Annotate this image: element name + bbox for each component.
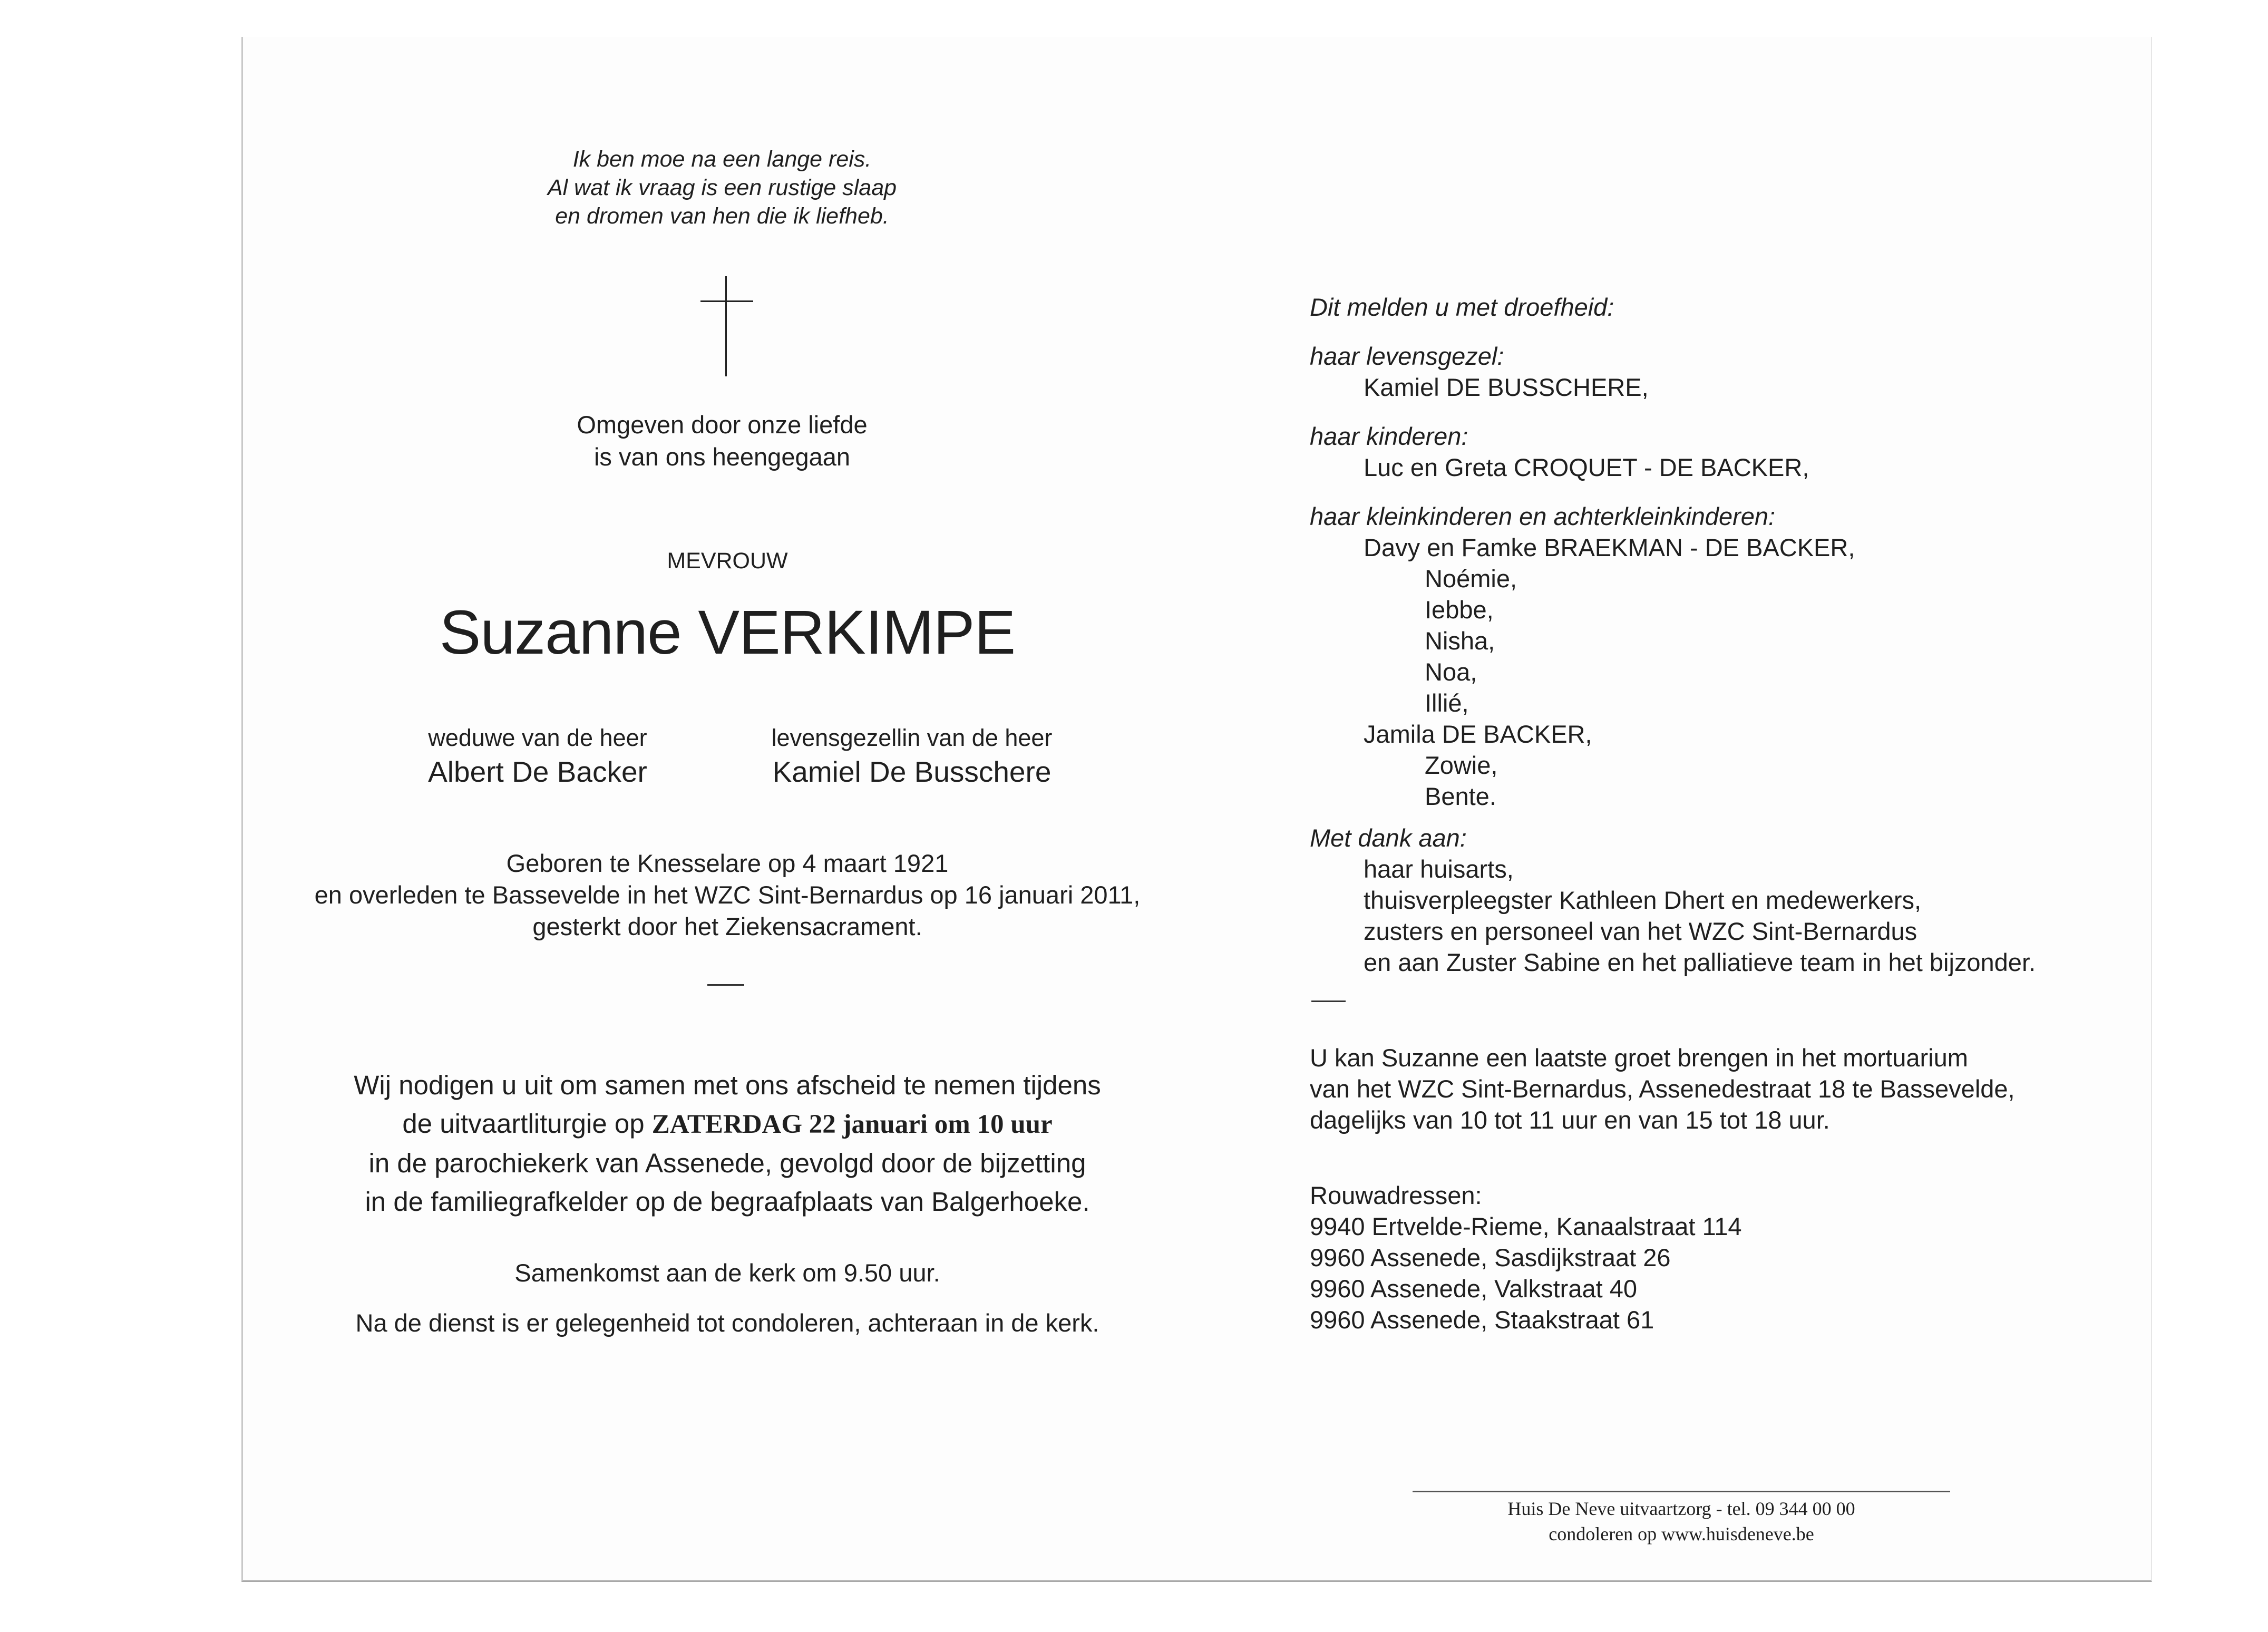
list-item: Bente.	[1425, 782, 1496, 810]
list-item: Davy en Famke BRAEKMAN - DE BACKER,	[1364, 533, 1855, 561]
visitation-info	[1310, 1042, 2100, 1135]
divider	[707, 984, 744, 986]
relation-name: Kamiel De Busschere	[772, 755, 1052, 788]
list-item: Illié,	[1425, 689, 1469, 717]
sacrament-line: gesterkt door het Ziekensacrament.	[532, 912, 922, 940]
honorific: MEVROUW	[667, 548, 788, 574]
footer-rule	[1413, 1491, 1950, 1492]
funeral-date: ZATERDAG 22 januari om 10 uur	[651, 1110, 1053, 1139]
list-item: Nisha,	[1425, 627, 1495, 655]
poem-line: Ik ben moe na een lange reis.	[572, 147, 872, 172]
divider	[1311, 1000, 1346, 1002]
deceased-name: Suzanne VERKIMPE	[439, 598, 1016, 667]
address-line: 9960 Assenede, Staakstraat 61	[1310, 1306, 1654, 1334]
intro-text	[464, 409, 980, 473]
list-item: en aan Zuster Sabine en het palliatieve team in het bijzonder.	[1364, 948, 2036, 976]
address-line: 9960 Assenede, Sasdijkstraat 26	[1310, 1244, 1671, 1271]
invitation-line: in de parochiekerk van Assenede, gevolgd door de bijzetting	[368, 1148, 1086, 1178]
relation-title: weduwe van de heer	[428, 724, 647, 751]
footer-line: condoleren op www.huisdeneve.be	[1549, 1523, 1814, 1544]
poem-line: Al wat ik vraag is een rustige slaap	[547, 175, 897, 200]
children-label: haar kinderen:	[1310, 422, 1468, 450]
grandchildren-label: haar kleinkinderen en achterkleinkinderen:	[1310, 502, 1776, 530]
list-item: Noémie,	[1425, 565, 1517, 592]
list-item: thuisverpleegster Kathleen Dhert en medewerkers,	[1364, 886, 1922, 914]
visit-line: dagelijks van 10 tot 11 uur en van 15 tot 18 uur.	[1310, 1106, 1830, 1134]
list-item: Iebbe,	[1425, 596, 1494, 624]
birth-line: Geboren te Knesselare op 4 maart 1921	[506, 849, 949, 877]
addresses-label: Rouwadressen:	[1310, 1181, 1482, 1209]
list-item: zusters en personeel van het WZC Sint-Bernardus	[1364, 917, 1917, 945]
mourning-addresses	[1310, 1180, 2100, 1335]
partner-label: haar levensgezel:	[1310, 342, 1504, 370]
footer-line: Huis De Neve uitvaartzorg - tel. 09 344 00 00	[1507, 1498, 1855, 1519]
condolence-note: Na de dienst is er gelegenheid tot condoleren, achteraan in de kerk.	[355, 1309, 1099, 1337]
poem-line: en dromen van hen die ik liefheb.	[555, 203, 889, 229]
relation-partner	[727, 722, 1096, 790]
list-item: Zowie,	[1425, 751, 1498, 779]
thanks-label: Met dank aan:	[1310, 824, 1467, 852]
partner-name: Kamiel DE BUSSCHERE,	[1364, 373, 1649, 401]
relation-title: levensgezellin van de heer	[771, 724, 1053, 751]
intro-line: is van ons heengegaan	[593, 443, 851, 471]
list-item: Noa,	[1425, 658, 1477, 686]
address-line: 9960 Assenede, Valkstraat 40	[1310, 1275, 1638, 1303]
relation-name: Albert De Backer	[428, 755, 647, 788]
invitation-text: de uitvaartliturgie op	[402, 1109, 652, 1139]
visit-line: U kan Suzanne een laatste groet brengen in het mortuarium	[1310, 1044, 1968, 1072]
list-item: Jamila DE BACKER,	[1364, 720, 1592, 748]
relation-spouse	[390, 722, 685, 790]
funeral-home-footer	[1413, 1496, 1950, 1547]
poem	[464, 145, 980, 230]
children-names: Luc en Greta CROQUET - DE BACKER,	[1364, 453, 1809, 481]
meeting-time: Samenkomst aan de kerk om 9.50 uur.	[514, 1259, 940, 1287]
invitation-line: Wij nodigen u uit om samen met ons afscheid te nemen tijdens	[354, 1070, 1101, 1100]
birth-death-info	[295, 848, 1160, 943]
funeral-invitation	[274, 1066, 1181, 1221]
cross-icon	[700, 276, 753, 376]
list-item: haar huisarts,	[1364, 855, 1514, 883]
intro-line: Omgeven door onze liefde	[577, 411, 868, 439]
family-announcement	[1310, 292, 2100, 978]
visit-line: van het WZC Sint-Bernardus, Assenedestraat 18 te Bassevelde,	[1310, 1075, 2015, 1103]
invitation-line	[274, 1104, 1181, 1144]
invitation-line: in de familiegrafkelder op de begraafplaats van Balgerhoeke.	[365, 1187, 1090, 1217]
address-line: 9940 Ertvelde-Rieme, Kanaalstraat 114	[1310, 1212, 1742, 1240]
announce-heading: Dit melden u met droefheid:	[1310, 293, 1614, 321]
death-line: en overleden te Bassevelde in het WZC Sint-Bernardus op 16 januari 2011,	[314, 881, 1141, 909]
